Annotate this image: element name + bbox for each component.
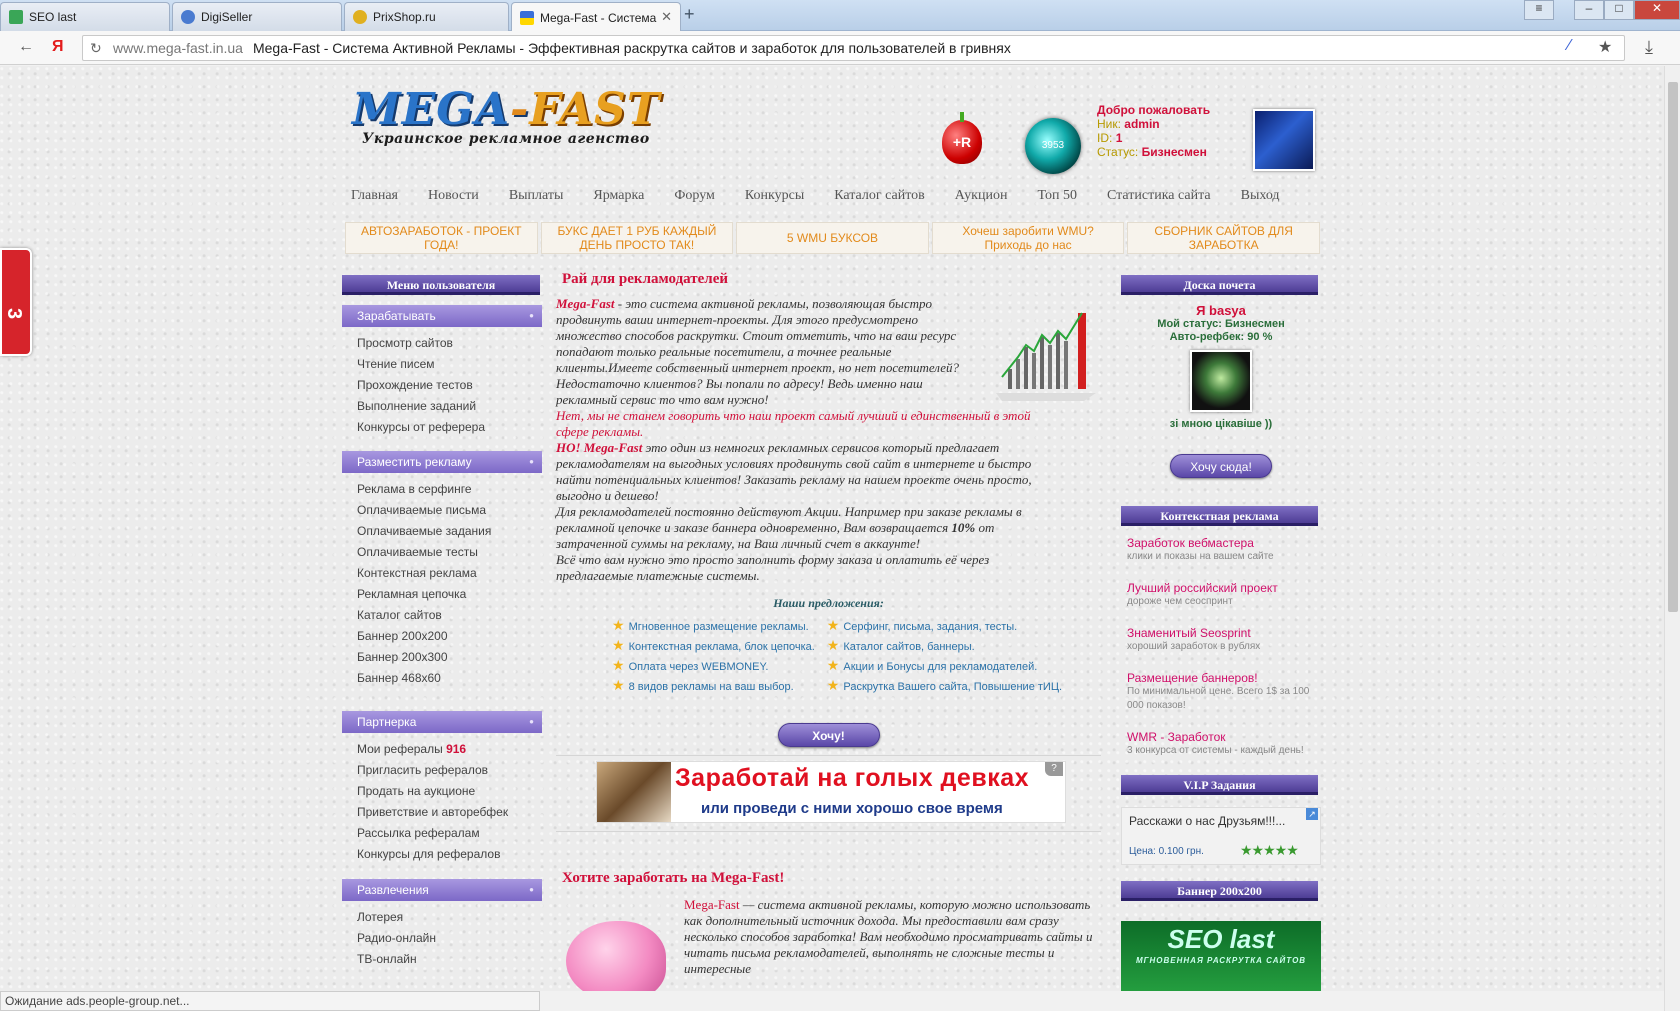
tab-label: PrixShop.ru — [373, 10, 436, 24]
tab-digiseller[interactable] — [172, 2, 342, 31]
menu-item[interactable]: Баннер 468x60 — [357, 671, 441, 685]
menu-item[interactable]: Конкурсы для рефералов — [357, 847, 501, 861]
menu-item[interactable]: Оплачиваемые тесты — [357, 545, 478, 559]
section-title-advertisers: Рай для рекламодателей — [562, 271, 729, 287]
promo-link[interactable]: 5 WMU БУКСОВ — [736, 222, 929, 254]
menu-category-earn[interactable]: Зарабатывать ● — [342, 305, 542, 327]
tab-seo-last[interactable] — [0, 2, 170, 31]
promo-links — [345, 222, 1320, 254]
intro-p4b: от затраченной суммы на рекламу, на Ваш личный счет в аккаунте! — [556, 520, 995, 551]
menu-item[interactable]: Лотерея — [357, 910, 404, 924]
logo-part1: MEGA — [352, 84, 510, 135]
menu-list-advertise — [342, 479, 542, 689]
yandex-icon[interactable]: Я — [52, 38, 64, 55]
context-ad-desc: хороший заработок в рублях — [1127, 641, 1261, 652]
intro-p5: Всё что вам нужно это просто заполнить форму заказа и оплатить её через предлагаемые платежные системы. — [556, 552, 990, 583]
intro-p3: это один из немногих рекламных сервисов который предлагает рекламодателям на выгодных условиях продвинуть свой сайт в интернете и быстро найти потенциальных клиентов! Заказать рекламу на нашем проекте очень просто, выгодно и дешево! — [556, 440, 1032, 503]
new-tab-button[interactable]: + — [684, 4, 695, 24]
brand-name: Mega-Fast — [556, 296, 615, 311]
online-counter — [1025, 118, 1081, 174]
menu-item[interactable]: Радио-онлайн — [357, 931, 436, 945]
menu-category-partner[interactable]: Партнерка ● — [342, 711, 542, 733]
nick-label: Ник: — [1097, 117, 1121, 131]
earn-text — [684, 897, 1101, 977]
honor-board — [1121, 303, 1321, 430]
welcome-text: Добро пожаловать — [1097, 103, 1211, 117]
menu-list-partner — [342, 739, 542, 865]
offers-list — [612, 615, 1101, 695]
back-icon[interactable]: ← — [18, 38, 34, 55]
menu-item[interactable]: Выполнение заданий — [357, 399, 477, 413]
context-ad[interactable] — [1127, 730, 1321, 758]
rating-stars-icon: ★★★★★ — [1240, 842, 1298, 858]
menu-list-earn — [342, 333, 542, 438]
url-title: Mega-Fast - Система Активной Рекламы - Эффективная раскрутка сайтов и заработок для пользователей в гривнях — [252, 40, 1011, 56]
browser-tab-bar — [0, 0, 1680, 31]
menu-category-fun[interactable]: Развлечения ● — [342, 879, 542, 901]
intro-text-2 — [556, 408, 1066, 584]
banner-photo — [597, 762, 671, 822]
apple-rating-icon[interactable] — [942, 120, 982, 164]
offer-text: Акции и Бонусы для рекламодателей. — [843, 661, 1038, 673]
menu-item[interactable]: Контекстная реклама — [357, 566, 477, 580]
star-icon: ★ — [612, 617, 625, 633]
menu-item[interactable]: ТВ-онлайн — [357, 952, 417, 966]
vip-task[interactable] — [1121, 807, 1321, 865]
menu-item[interactable]: Оплачиваемые задания — [357, 524, 492, 538]
nav-top50[interactable]: Топ 50 — [1037, 188, 1077, 203]
close-window-icon[interactable]: ✕ — [1634, 0, 1680, 20]
menu-item[interactable]: Продать на аукционе — [357, 784, 476, 798]
promo-link[interactable]: БУКС ДАЕТ 1 РУБ КАЖДЫЙ ДЕНЬ ПРОСТО ТАК! — [541, 222, 734, 254]
close-tab-icon[interactable]: ✕ — [661, 9, 672, 24]
offer-item — [612, 635, 815, 655]
context-ad-desc: дороже чем сеоспринт — [1127, 596, 1233, 607]
menu-item[interactable]: Просмотр сайтов — [357, 336, 453, 350]
intro-p1: - это система активной рекламы, позволяющая быстро продвинуть ваши интернет-проекты. Для этого предусмотрено множество способов раскрутки. Стоит отметить, что на ваш ресурс попадают только реальные посетители, а точнее реальные клиенты.Имеете собственный интернет проект, но нет посетителей? Недостаточно клиентов? Вы попали по адресу! Ведь именно наш рекламный сервис то что вам нужно! — [556, 296, 960, 407]
honor-avatar[interactable] — [1190, 350, 1252, 412]
banner-info-icon[interactable]: ? — [1045, 762, 1063, 776]
menu-icon[interactable]: ≡ — [1524, 0, 1554, 20]
tab-label: Mega-Fast - Система — [540, 10, 657, 25]
piggy-bank-image — [566, 921, 666, 991]
expand-icon[interactable]: ↗ — [1306, 808, 1318, 820]
menu-item[interactable]: Баннер 200x200 — [357, 629, 448, 643]
vip-task-price: Цена: 0.100 грн. — [1129, 846, 1204, 857]
offer-text: Оплата через WEBMONEY. — [628, 661, 769, 673]
offer-item — [827, 635, 1062, 655]
honor-board-title: Доска почета — [1121, 275, 1318, 295]
honor-refback: Авто-рефбек: 90 % — [1169, 331, 1273, 343]
intro-p2: Нет, мы не станем говорить что наш проект самый лучший и единственный в этой сфере рекламы. — [556, 408, 1031, 439]
vip-task-text: Расскажи о нас Друзьям!!!... — [1129, 814, 1286, 828]
nav-logout[interactable]: Выход — [1240, 188, 1280, 203]
offer-item — [827, 615, 1062, 635]
star-icon: ★ — [826, 657, 840, 673]
banner-subline: или проведи с ними хорошо свое время — [701, 800, 1003, 817]
context-ad[interactable] — [1127, 626, 1321, 654]
promo-link[interactable]: Хочеш заробити WMU? Приходь до нас — [932, 222, 1125, 254]
menu-item[interactable]: Пригласить рефералов — [357, 763, 489, 777]
address-bar — [0, 31, 1680, 65]
protect-icon[interactable]: ⁄ — [1568, 37, 1571, 54]
nav-payouts[interactable]: Выплаты — [508, 188, 564, 203]
offer-text: 8 видов рекламы на ваш выбор. — [628, 681, 794, 693]
counter-value: 3953 — [1041, 140, 1065, 151]
referrals-count: 916 — [446, 742, 467, 756]
menu-item-label: Мои рефералы — [357, 742, 443, 756]
context-ad-title: Лучший российский проект — [1127, 581, 1278, 595]
nav-market[interactable]: Ярмарка — [593, 188, 645, 203]
offers-col-left — [612, 615, 815, 695]
welcome-block — [1097, 103, 1210, 159]
digiseller-icon — [181, 10, 195, 24]
menu-item[interactable]: Баннер 200x300 — [357, 650, 448, 664]
promo-link[interactable]: СБОРНИК САЙТОВ ДЛЯ ЗАРАБОТКА — [1127, 222, 1320, 254]
menu-item[interactable]: Рекламная цепочка — [357, 587, 467, 601]
context-ad-title: Размещение баннеров! — [1127, 671, 1258, 685]
nav-contests[interactable]: Конкурсы — [744, 188, 805, 203]
star-icon: ★ — [612, 637, 625, 653]
offer-item — [612, 615, 815, 635]
status-value: Бизнесмен — [1141, 145, 1207, 159]
id-label: ID: — [1097, 131, 1113, 145]
seo-last-icon — [9, 10, 23, 24]
offer-text: Серфинг, письма, задания, тесты. — [843, 621, 1018, 633]
context-ad[interactable] — [1127, 671, 1321, 713]
bookmark-star-icon[interactable]: ★ — [1598, 39, 1613, 56]
user-menu — [342, 275, 542, 970]
context-ad-desc: 3 конкурса от системы - каждый день! — [1127, 745, 1304, 756]
menu-list-fun — [342, 907, 542, 970]
menu-item[interactable]: Чтение писем — [357, 357, 435, 371]
offer-text: Мгновенное размещение рекламы. — [628, 621, 809, 633]
divider — [556, 755, 1101, 756]
offer-item — [612, 675, 815, 695]
want-here-button[interactable]: Хочу сюда! — [1170, 454, 1272, 478]
nav-stats[interactable]: Статистика сайта — [1106, 188, 1211, 203]
site-logo[interactable] — [352, 84, 661, 147]
right-sidebar — [1121, 275, 1321, 991]
offers-col-right — [827, 615, 1062, 695]
offer-item — [827, 655, 1062, 675]
honor-status: Мой статус: Бизнесмен — [1157, 318, 1285, 330]
apple-label: +R — [952, 134, 972, 150]
banner-headline: Заработай на голых девках — [675, 764, 1030, 792]
earn-text-body: — система активной рекламы, которую можно использовать как дополнительный источник дохода. Мы предоставили вам сразу несколько способов заработка! Вам необходимо просматривать сайты и читать письма рекламодателей, выполнять не сложные тесты и интересные — [684, 897, 1093, 976]
nav-catalog[interactable]: Каталог сайтов — [834, 188, 925, 203]
intro-text — [556, 296, 976, 408]
context-ad-title: Знаменитый Seosprint — [1127, 626, 1251, 640]
menu-item[interactable]: Каталог сайтов — [357, 608, 442, 622]
offer-item — [827, 675, 1062, 695]
context-ads-list — [1121, 536, 1321, 758]
vip-tasks-title: V.I.P Задания — [1121, 775, 1318, 795]
context-ads-title: Контекстная реклама — [1121, 506, 1318, 526]
growth-chart-icon — [996, 307, 1101, 402]
nav-forum[interactable]: Форум — [674, 188, 715, 203]
star-icon: ★ — [612, 677, 625, 693]
ukraine-flag-icon — [520, 11, 534, 25]
context-ad-title: WMR - Заработок — [1127, 730, 1226, 744]
brand-name: Mega-Fast — [684, 897, 740, 912]
tab-label: SEO last — [29, 10, 77, 24]
id-value: 1 — [1115, 131, 1123, 145]
tab-mega-fast[interactable] — [511, 2, 681, 32]
minimize-icon[interactable]: – — [1574, 0, 1604, 20]
menu-category-advertise[interactable]: Разместить рекламу ● — [342, 451, 542, 473]
nick-value: admin — [1124, 117, 1160, 131]
context-ad-desc: клики и показы на вашем сайте — [1127, 551, 1274, 562]
nav-auction[interactable]: Аукцион — [954, 188, 1008, 203]
menu-item[interactable]: Конкурсы от реферера — [357, 420, 486, 434]
prixshop-icon — [353, 10, 367, 24]
context-ad[interactable] — [1127, 581, 1321, 609]
intro-p3-lead: НО! Mega-Fast — [556, 440, 643, 455]
menu-item-referrals[interactable] — [357, 739, 542, 760]
star-icon: ★ — [826, 677, 840, 693]
intro-p4a: Для рекламодателей постоянно действуют Акции. Например при заказе рекламы в рекламной цепочке и заказе баннера одновременно, Вам возвращается — [556, 504, 1022, 535]
offer-text: Раскрутка Вашего сайта, Повышение тИЦ. — [843, 681, 1063, 693]
promo-link[interactable]: АВТОЗАРАБОТОК - ПРОЕКТ ГОДА! — [345, 222, 538, 254]
menu-item[interactable]: Рассылка рефералам — [357, 826, 480, 840]
offer-text: Контекстная реклама, блок цепочка. — [628, 641, 815, 653]
url-input[interactable] — [82, 35, 1625, 61]
reload-icon[interactable]: ↻ — [90, 40, 102, 56]
side-widget-tab[interactable] — [0, 248, 32, 356]
side-widget-label: 3 — [3, 307, 26, 320]
url-domain: www.mega-fast.in.ua — [113, 40, 243, 56]
browser-status-bar: Ожидание ads.people-group.net... — [0, 991, 540, 1011]
scroll-thumb[interactable] — [1668, 82, 1678, 612]
menu-item[interactable]: Оплачиваемые письма — [357, 503, 487, 517]
tab-label: DigiSeller — [201, 10, 253, 24]
star-icon: ★ — [826, 617, 840, 633]
honor-name[interactable]: Я basya — [1196, 303, 1246, 318]
main-content — [556, 271, 1101, 977]
logo-dash: - — [509, 84, 530, 135]
star-icon: ★ — [612, 657, 625, 673]
context-ad-desc: По минимальной цене. Всего 1$ за 100 000 показов! — [1127, 686, 1310, 711]
section-title-earn: Хотите заработать на Mega-Fast! — [562, 870, 785, 886]
status-label: Статус: — [1097, 145, 1139, 159]
banner-200-title: Баннер 200x200 — [1121, 881, 1318, 901]
intro-p4-pct: 10% — [951, 520, 976, 535]
seo-banner-sub: МГНОВЕННАЯ РАСКРУТКА САЙТОВ — [1135, 956, 1307, 965]
context-ad[interactable] — [1127, 536, 1321, 564]
download-icon[interactable]: ⤓ — [1645, 37, 1653, 57]
nav-news[interactable]: Новости — [428, 188, 479, 203]
offer-text: Каталог сайтов, баннеры. — [843, 641, 975, 653]
want-button[interactable]: Хочу! — [778, 723, 880, 747]
logo-title — [352, 84, 661, 135]
context-ad-title: Заработок вебмастера — [1127, 536, 1254, 550]
avatar[interactable] — [1253, 109, 1315, 171]
seo-last-banner[interactable] — [1121, 921, 1321, 991]
divider — [556, 831, 1101, 832]
offers-title: Наши предложения: — [773, 596, 884, 610]
menu-item[interactable]: Реклама в серфинге — [357, 482, 472, 496]
tab-prixshop[interactable] — [344, 2, 509, 31]
user-menu-title: Меню пользователя — [342, 275, 540, 295]
star-icon: ★ — [826, 637, 840, 653]
maximize-icon[interactable]: □ — [1604, 0, 1634, 20]
page-scrollbar[interactable] — [1664, 66, 1680, 1011]
logo-part2: FAST — [529, 84, 661, 135]
honor-tagline: зі мною цікавіше )) — [1169, 418, 1273, 430]
menu-item[interactable]: Приветствие и авторебфек — [357, 805, 509, 819]
page-viewport — [0, 66, 1664, 991]
offer-item — [612, 655, 815, 675]
seo-banner-text: SEO last — [1167, 924, 1275, 954]
menu-item[interactable]: Прохождение тестов — [357, 378, 473, 392]
top-nav — [351, 188, 1310, 204]
nav-home[interactable]: Главная — [351, 188, 398, 203]
ad-banner-468[interactable] — [596, 761, 1066, 823]
logo-subtitle: Украинское рекламное агенство — [362, 131, 650, 147]
